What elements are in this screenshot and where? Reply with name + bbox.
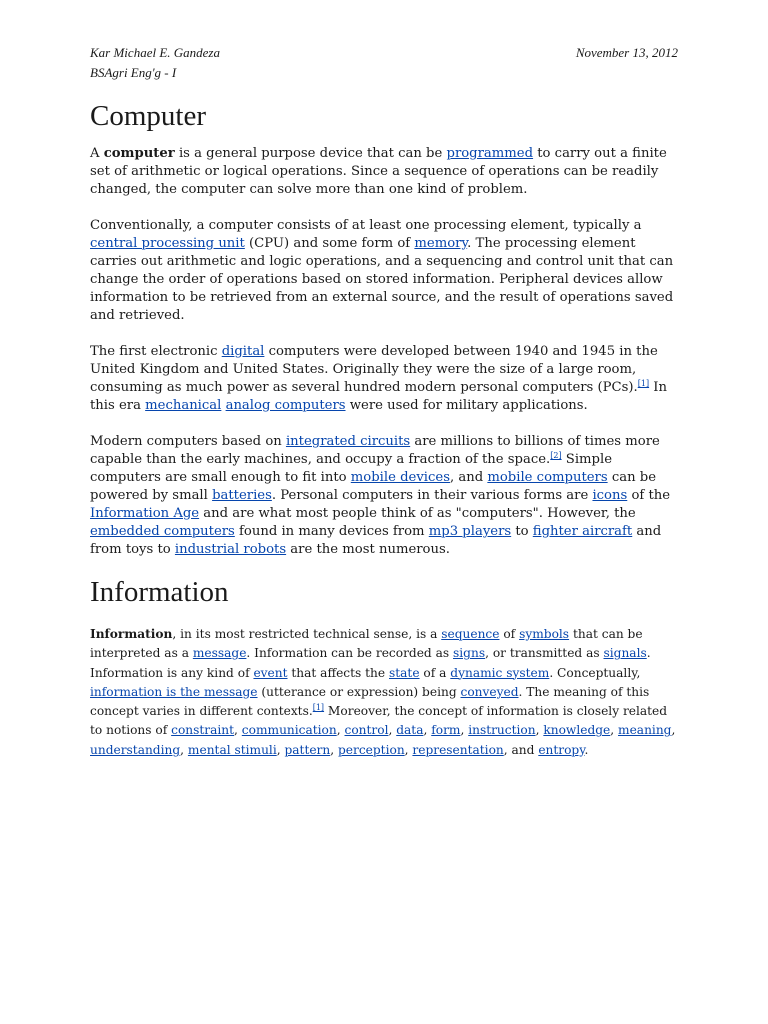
text: of the [627, 488, 671, 503]
link-event[interactable]: event [253, 665, 288, 680]
text: , [330, 742, 338, 757]
link-message[interactable]: message [192, 646, 247, 661]
link-batteries[interactable]: batteries [212, 488, 272, 503]
link-perception[interactable]: perception [338, 742, 405, 757]
link-mp3-players[interactable]: mp3 players [428, 524, 512, 539]
text: . Conceptually, [549, 665, 641, 680]
text: A [90, 146, 104, 161]
text: is a general purpose device that can be [174, 146, 447, 161]
text: , or transmitted as [485, 646, 604, 661]
link-entropy[interactable]: entropy [538, 742, 585, 757]
author-name: Kar Michael E. Gandeza [90, 45, 220, 60]
link-analog-computers[interactable]: analog computers [225, 398, 346, 413]
link-dynamic-system[interactable]: dynamic system [450, 665, 550, 680]
text: , [234, 723, 242, 738]
reference-1[interactable]: [1] [312, 703, 325, 713]
link-memory[interactable]: memory [414, 236, 468, 251]
section-title-computer: Computer [90, 100, 206, 132]
link-programmed[interactable]: programmed [446, 146, 534, 161]
text: , [336, 723, 345, 738]
link-mobile-devices[interactable]: mobile devices [350, 470, 450, 485]
link-signs[interactable]: signs [453, 646, 486, 661]
text: and are what most people think of as "computers". However, the [199, 506, 636, 521]
computer-paragraph-1 [90, 145, 678, 199]
link-mental-stimuli[interactable]: mental stimuli [187, 742, 277, 757]
term-information: Information [90, 627, 173, 641]
link-control[interactable]: control [344, 723, 389, 738]
link-fighter-aircraft[interactable]: fighter aircraft [532, 524, 633, 539]
text: , [460, 723, 469, 738]
link-symbols[interactable]: symbols [519, 627, 570, 641]
text: The first electronic [90, 344, 222, 359]
link-pattern[interactable]: pattern [284, 742, 331, 757]
text: can be powered by small [90, 470, 656, 503]
text: are the most numerous. [286, 542, 450, 557]
text: of a [419, 665, 451, 680]
link-conveyed[interactable]: conveyed [460, 684, 519, 699]
text: to carry out a finite set of arithmetic or logical operations. Since a sequence of operations can be readily changed, the computer can solve more than one kind of problem. [90, 146, 667, 197]
text: , [423, 723, 432, 738]
link-integrated-circuits[interactable]: integrated circuits [285, 434, 411, 449]
text: and from toys to [90, 524, 662, 557]
link-industrial-robots[interactable]: industrial robots [174, 542, 287, 557]
link-constraint[interactable]: constraint [171, 723, 235, 738]
header-date: November 13, 2012 [575, 45, 678, 60]
text: to [511, 524, 533, 539]
link-digital[interactable]: digital [221, 344, 265, 359]
text: , and [503, 742, 539, 757]
link-mechanical[interactable]: mechanical [145, 398, 222, 413]
text: . The processing element carries out arithmetic and logic operations, and a sequencing and control unit that can change the order of operations based on stored information. Peripheral devices allow information to be retrieved from an external source, and the result of operations saved and retrieved. [90, 236, 674, 323]
link-instruction[interactable]: instruction [468, 723, 536, 738]
text: . Information can be recorded as [246, 646, 454, 661]
link-signals[interactable]: signals [603, 646, 647, 661]
header-left [90, 43, 220, 83]
text: , [535, 723, 544, 738]
text: of [499, 627, 520, 641]
text: Simple computers are small enough to fit into [90, 452, 613, 485]
text: , [180, 742, 188, 757]
text: Modern computers based on [90, 434, 286, 449]
computer-paragraph-4 [90, 433, 678, 559]
link-icons[interactable]: icons [592, 488, 628, 503]
text: , in its most restricted technical sense, is a [172, 627, 442, 641]
link-information-age[interactable]: Information Age [90, 506, 200, 521]
text: (utterance or expression) being [257, 684, 461, 699]
text: . Information is any kind of [90, 646, 651, 680]
computer-paragraph-3 [90, 343, 678, 415]
text: , [388, 723, 397, 738]
text: were used for military applications. [345, 398, 588, 413]
text: , and [449, 470, 488, 485]
text: . Personal computers in their various forms are [271, 488, 593, 503]
link-form[interactable]: form [431, 723, 461, 738]
link-central-processing-unit[interactable]: central processing unit [90, 236, 245, 251]
text: that affects the [287, 665, 389, 680]
text: Moreover, the concept of information is closely related to notions of [90, 704, 668, 738]
link-sequence[interactable]: sequence [441, 627, 500, 641]
text: that can be interpreted as a [90, 627, 643, 661]
link-state[interactable]: state [389, 665, 420, 680]
link-information-is-the-message[interactable]: information is the message [90, 684, 258, 699]
course-label: BSAgri Eng'g - I [90, 65, 177, 80]
link-communication[interactable]: communication [241, 723, 337, 738]
text: , [610, 723, 619, 738]
link-meaning[interactable]: meaning [618, 723, 672, 738]
text: . The meaning of this concept varies in different contexts. [90, 684, 650, 719]
link-representation[interactable]: representation [412, 742, 504, 757]
section-title-information: Information [90, 576, 229, 608]
text: In this era [90, 380, 667, 413]
link-understanding[interactable]: understanding [90, 742, 181, 757]
link-data[interactable]: data [396, 723, 424, 738]
text: , [404, 742, 413, 757]
text: are millions to billions of times more capable than the early machines, and occupy a fraction of the space. [90, 434, 660, 467]
information-paragraph-1 [90, 625, 678, 760]
document-page [90, 43, 678, 760]
term-computer: computer [103, 146, 175, 161]
text: , [276, 742, 285, 757]
text: found in many devices from [234, 524, 429, 539]
text: , [671, 723, 676, 738]
text: computers were developed between 1940 and 1945 in the United Kingdom and United States. Originally they were the size of a large room, consuming as much power as several hundred modern personal computers (PCs). [90, 344, 658, 395]
computer-paragraph-2 [90, 217, 678, 325]
text: Conventionally, a computer consists of at least one processing element, typically a [90, 218, 642, 233]
text: (CPU) and some form of [244, 236, 415, 251]
reference-2[interactable]: [2] [550, 451, 562, 460]
link-knowledge[interactable]: knowledge [543, 723, 611, 738]
page-header [90, 43, 678, 83]
reference-1[interactable]: [1] [637, 379, 650, 388]
link-embedded-computers[interactable]: embedded computers [90, 524, 235, 539]
link-mobile-computers[interactable]: mobile computers [487, 470, 608, 485]
text: . [584, 742, 589, 757]
